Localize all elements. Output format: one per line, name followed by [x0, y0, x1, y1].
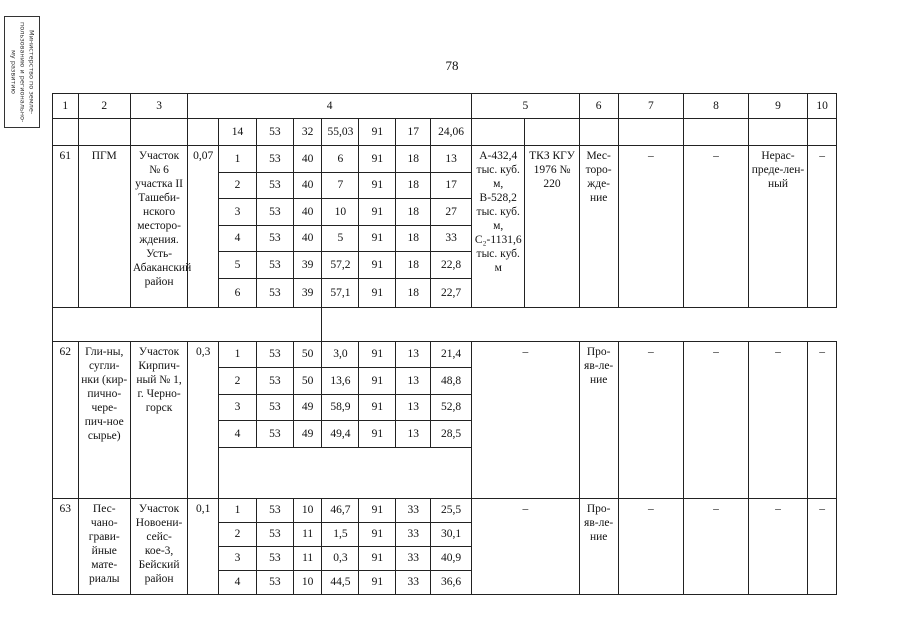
coord-cell: 18 — [396, 146, 431, 173]
coord-cell: 53 — [256, 146, 293, 173]
coord-cell: 53 — [256, 394, 293, 421]
coord-cell: 53 — [256, 522, 293, 546]
coord-cell: 91 — [359, 225, 396, 252]
coord-cell: 44,5 — [322, 570, 359, 594]
coord-cell: 40 — [293, 199, 322, 226]
coord-cell: 13,6 — [322, 368, 359, 395]
reserves-cell: А-432,4 тыс. куб. м, В-528,2 тыс. куб. м, С₂-1131,6 тыс. куб. м — [472, 146, 525, 308]
coords-header-row — [53, 119, 837, 146]
archive-stamp — [4, 16, 40, 128]
coord-cell: 91 — [359, 172, 396, 199]
page-number: 78 — [445, 58, 459, 73]
coord-cell: 30,1 — [431, 522, 472, 546]
column-header: 8 — [684, 94, 749, 119]
deposit-type: Мес-торо-жде-ние — [579, 146, 618, 308]
coord-cell: 53 — [256, 498, 293, 522]
coord-cell: 25,5 — [431, 498, 472, 522]
column-header: 3 — [130, 94, 187, 119]
site-area: 0,1 — [188, 498, 219, 594]
column-header: 9 — [748, 94, 807, 119]
coord-cell: 91 — [359, 368, 396, 395]
stamp-text — [9, 22, 36, 122]
coord-cell: 27 — [431, 199, 472, 226]
coord-cell: 22,8 — [431, 252, 472, 279]
coord-cell: 3 — [219, 546, 257, 570]
status-cell: – — [748, 498, 807, 594]
coord-cell: 91 — [359, 421, 396, 448]
coord-cell: 57,1 — [322, 278, 359, 307]
coord-cell: 91 — [359, 252, 396, 279]
coord-cell: 4 — [219, 421, 257, 448]
coord-cell: 13 — [396, 368, 431, 395]
column-header: 4 — [188, 94, 472, 119]
coord-cell: 13 — [396, 394, 431, 421]
status-cell: – — [748, 341, 807, 498]
coord-cell: 33 — [396, 546, 431, 570]
deposit-type: Про-яв-ле-ние — [579, 498, 618, 594]
coord-header-cell: 91 — [359, 119, 396, 146]
entry-number: 63 — [53, 498, 79, 594]
coord-cell: 10 — [293, 570, 322, 594]
table-row — [53, 341, 837, 368]
coord-cell: 3 — [219, 199, 257, 226]
column-header: 1 — [53, 94, 79, 119]
coord-cell: 18 — [396, 252, 431, 279]
col8-cell: – — [684, 146, 749, 308]
stamp-line: пользованию и регионально- — [18, 21, 27, 123]
coord-cell: 18 — [396, 225, 431, 252]
coord-cell: 49,4 — [322, 421, 359, 448]
coord-cell: 91 — [359, 546, 396, 570]
coord-cell: 13 — [431, 146, 472, 173]
stamp-line: му развитию — [9, 50, 18, 94]
coord-cell: 18 — [396, 278, 431, 307]
coord-cell: 4 — [219, 225, 257, 252]
coord-header-cell: 24,06 — [431, 119, 472, 146]
site-location: Участок № 6 участка II Ташеби-нского месторо-ждения. Усть-Абаканский район — [130, 146, 187, 308]
coord-cell: 53 — [256, 225, 293, 252]
column-header: 5 — [472, 94, 580, 119]
coord-cell: 33 — [431, 225, 472, 252]
col7-cell: – — [618, 341, 684, 498]
coord-cell: 91 — [359, 394, 396, 421]
site-location: Участок Кирпич-ный № 1, г. Черно-горск — [130, 341, 187, 498]
coord-cell: 40,9 — [431, 546, 472, 570]
coord-cell: 39 — [293, 252, 322, 279]
table-row — [53, 498, 837, 522]
coord-cell: 91 — [359, 498, 396, 522]
coord-cell: 18 — [396, 172, 431, 199]
coord-cell: 50 — [293, 368, 322, 395]
coord-cell: 5 — [322, 225, 359, 252]
status-cell: Нерас-преде-лен-ный — [748, 146, 807, 308]
coord-cell: 48,8 — [431, 368, 472, 395]
coord-cell: 3 — [219, 394, 257, 421]
mineral-name: ПГМ — [78, 146, 130, 308]
coord-header-cell: 32 — [293, 119, 322, 146]
coord-cell: 7 — [322, 172, 359, 199]
coord-cell: 53 — [256, 341, 293, 368]
coord-cell: 1 — [219, 498, 257, 522]
coord-cell: 22,7 — [431, 278, 472, 307]
col8-cell: – — [684, 341, 749, 498]
registry-table — [52, 93, 837, 595]
stamp-line: Министерство по земле- — [27, 29, 36, 115]
coord-header-cell: 55,03 — [322, 119, 359, 146]
entry-number: 62 — [53, 341, 79, 498]
coord-cell: 21,4 — [431, 341, 472, 368]
table-row — [53, 146, 837, 173]
deposit-type: Про-яв-ле-ние — [579, 341, 618, 498]
reserves-cell: – — [472, 341, 580, 498]
site-area: 0,3 — [188, 341, 219, 498]
coord-cell: 57,2 — [322, 252, 359, 279]
coord-cell: 33 — [396, 570, 431, 594]
column-header: 10 — [808, 94, 837, 119]
coord-cell: 40 — [293, 172, 322, 199]
coord-cell: 53 — [256, 421, 293, 448]
site-location: Участок Новоени-сейс-кое-3, Бейский район — [130, 498, 187, 594]
mineral-name: Гли-ны, сугли-нки (кир-пично-чере-пич-ное сырье) — [78, 341, 130, 498]
coord-cell: 52,8 — [431, 394, 472, 421]
col8-cell: – — [684, 498, 749, 594]
coord-cell: 6 — [219, 278, 257, 307]
coord-cell: 4 — [219, 570, 257, 594]
column-header: 7 — [618, 94, 684, 119]
coord-cell: 10 — [293, 498, 322, 522]
coord-cell: 91 — [359, 522, 396, 546]
coord-cell: 36,6 — [431, 570, 472, 594]
mineral-name: Пес-чано-грави-йные мате-риалы — [78, 498, 130, 594]
coord-cell: 5 — [219, 252, 257, 279]
coord-cell: 33 — [396, 498, 431, 522]
coord-cell: 6 — [322, 146, 359, 173]
coord-cell: 13 — [396, 421, 431, 448]
coord-cell: 40 — [293, 225, 322, 252]
coord-cell: 3,0 — [322, 341, 359, 368]
coord-cell: 91 — [359, 341, 396, 368]
col10-cell: – — [808, 341, 837, 498]
col10-cell: – — [808, 498, 837, 594]
coord-cell: 49 — [293, 421, 322, 448]
coord-cell: 40 — [293, 146, 322, 173]
coord-header-cell: 53 — [256, 119, 293, 146]
entry-number: 61 — [53, 146, 79, 308]
coord-cell: 33 — [396, 522, 431, 546]
approval-cell: ТКЗ КГУ 1976 № 220 — [525, 146, 579, 308]
coord-cell: 2 — [219, 172, 257, 199]
coord-cell: 53 — [256, 570, 293, 594]
coord-cell: 13 — [396, 341, 431, 368]
coord-cell: 17 — [431, 172, 472, 199]
coord-cell: 10 — [322, 199, 359, 226]
coord-cell: 39 — [293, 278, 322, 307]
coord-cell: 1,5 — [322, 522, 359, 546]
coord-cell: 91 — [359, 199, 396, 226]
coord-header-cell: 14 — [219, 119, 257, 146]
site-area: 0,07 — [188, 146, 219, 308]
coord-cell: 2 — [219, 368, 257, 395]
coord-cell: 53 — [256, 546, 293, 570]
coord-cell: 0,3 — [322, 546, 359, 570]
coord-cell: 49 — [293, 394, 322, 421]
coord-cell: 53 — [256, 252, 293, 279]
coord-header-cell: 17 — [396, 119, 431, 146]
coord-cell: 1 — [219, 146, 257, 173]
coord-cell: 91 — [359, 146, 396, 173]
column-header: 2 — [78, 94, 130, 119]
header-row — [53, 94, 837, 119]
coord-cell: 50 — [293, 341, 322, 368]
spacer-row — [53, 307, 837, 341]
coord-cell: 53 — [256, 172, 293, 199]
coord-cell: 53 — [256, 368, 293, 395]
reserves-cell: – — [472, 498, 580, 594]
coord-cell: 58,9 — [322, 394, 359, 421]
coord-cell: 53 — [256, 278, 293, 307]
coord-cell: 2 — [219, 522, 257, 546]
coord-cell: 11 — [293, 522, 322, 546]
coord-cell: 28,5 — [431, 421, 472, 448]
coord-cell: 11 — [293, 546, 322, 570]
coord-cell: 18 — [396, 199, 431, 226]
col7-cell: – — [618, 146, 684, 308]
coord-cell: 1 — [219, 341, 257, 368]
col10-cell: – — [808, 146, 837, 308]
column-header: 6 — [579, 94, 618, 119]
coord-cell: 91 — [359, 570, 396, 594]
coord-cell: 46,7 — [322, 498, 359, 522]
coord-cell: 53 — [256, 199, 293, 226]
col7-cell: – — [618, 498, 684, 594]
coord-cell: 91 — [359, 278, 396, 307]
